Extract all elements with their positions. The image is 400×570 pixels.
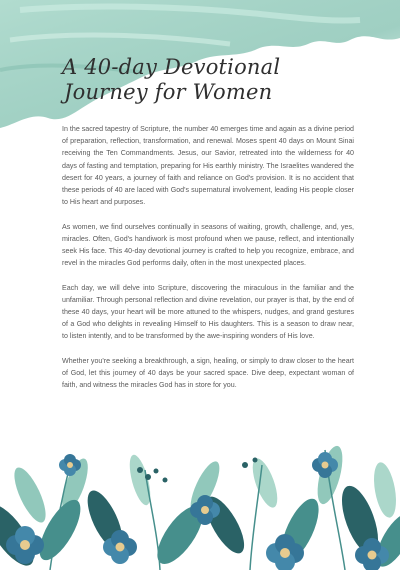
body-text bbox=[62, 123, 354, 404]
paragraph-4: Whether you're seeking a breakthrough, a sign, healing, or simply to draw closer to the heart of God, let this journey of 40 days be your sacred space. Dive deep, expectant woman of faith, and witness the miracles God has in store for you. bbox=[62, 356, 354, 390]
paragraph-3: Each day, we will delve into Scripture, discovering the miraculous in the familiar and the unfamiliar. Through personal reflection and divine revelation, our prayer is that, by the end of these 40 days, your heart will be more attuned to the whispers, nudges, and grand gestures of a God who delights in revealing Himself to His daughters. This is a season to draw near, to listen intently, and to be transformed by the awe-inspiring wonders of His love. bbox=[62, 283, 354, 341]
paragraph-1: In the sacred tapestry of Scripture, the number 40 emerges time and again as a divine period of preparation, reflection, transformation, and renewal. Moses spent 40 days on Mount Sinai receiving the Ten Commandments. Jesus, our Savior, retreated into the wilderness for 40 days of fasting and temptation, preparing for His earthly ministry. The Israelites wandered the desert for 40 years, a journey of faith and reliance on God's provision. It is no accident that these periods of 40 are laced with God's supernatural involvement, leading His people closer to His heart and purposes. bbox=[62, 125, 354, 207]
document-title bbox=[62, 55, 362, 105]
floral-border bbox=[0, 425, 400, 570]
title-line-1: A 40-day Devotional bbox=[62, 55, 281, 79]
title-line-2: Journey for Women bbox=[64, 80, 273, 104]
paragraph-2: As women, we find ourselves continually in seasons of waiting, growth, challenge, and, yes, miracles. Often, God's handiwork is most profound when we pause, reflect, and intentionally seek His face. This 40-day devotional journey is crafted to help you recognize, embrace, and revel in the miracles God performs daily, often in the most unexpected places. bbox=[62, 222, 354, 268]
